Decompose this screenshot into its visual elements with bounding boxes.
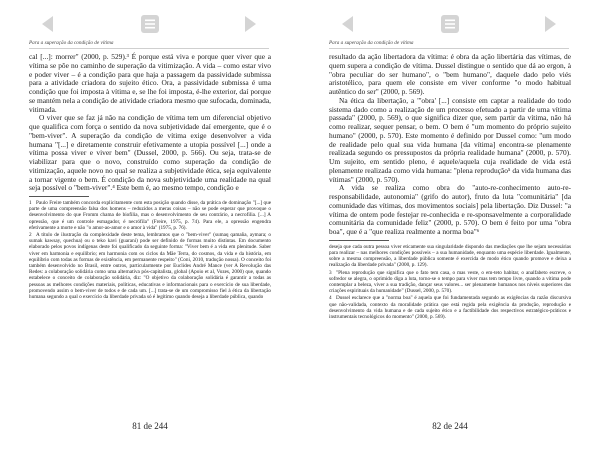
footnote xyxy=(329,295,571,320)
page-body xyxy=(29,53,271,301)
paragraph: O viver que se faz já não na condição de vítima tem um diferencial objetivo que qualifica com força o sentido da nova subjetividade daí emergente, que é o "bem-viver". A superação da condição de vítima exige desenvolver a vida humana "[...] e diretamente construir efetivamente a utopia possível [...] onde a vítima possa viver e viver bem" (Dussel, 2000, p. 566). Ou seja, trata-se de viabilizar para que o novo, construído como superação da condição de vitimização, aquele novo no qual se realiza a subjetividade ética, seja equivalente a tornar vigente o bem. É condição da nova subjetividade uma realidade na qual seja possível o "bem-viver".⁴ Este bem é, ao mesmo tempo, condição e xyxy=(29,113,271,193)
running-head: Para a superação da condição de vítima xyxy=(329,40,414,46)
page-number: 82 de 244 xyxy=(432,421,468,431)
paragraph: cal [...]: morrer" (2000, p. 529).³ É porque está viva e porque quer viver que a vítima se põe no caminho de superação da vitimização. A vida – como estar vivo e poder viver – é a condição para que haja a passagem da passividade submissa para a atividade criadora do sujeito ético. Ora, a passividade submissa é uma condição que foi imposta à vítima e, se lhe foi imposta, é-lhe exterior, daí porque se mantém nela a condição de atividade criadora mesmo que sufocada, dominada, vitimada. xyxy=(29,52,271,114)
header-rule xyxy=(29,48,269,49)
footnote-number: 3 xyxy=(329,269,332,276)
footnote xyxy=(329,270,571,295)
footnote xyxy=(29,200,271,231)
footnote xyxy=(329,244,571,269)
paragraph: A vida se realiza como obra do "auto-re-conhecimento auto-re-responsabilidade, autonomia" (grifo do autor), fruto da luta "comunitária" [da comunidade das vítimas, dos movimentos sociais] pela libertação. Diz Dussel: "a vítima de ontem pode festejar re-conhecida e re-sponsavelmente a corporalidade comunitária da comunidade feliz" (2000, p. 570). O bem é feito por uma "obra boa", que é a "que realiza realmente a norma boa"⁶ xyxy=(329,183,571,236)
right-page xyxy=(300,0,600,450)
footnote-rule xyxy=(29,196,89,197)
footnote-text: Dussel esclarece que a "norma boa" é aquela que foi fundamentada segundo as exigências da razão discursiva que não-validada, contexto da moralidade prática que está regida pela exigência da produção, reprodução e desenvolvimento da vida humana e de cada sujeito ético e a factibilidade dos respectivos estratégico-práticos e instrumentais tecnológicos do momento" (2000, p. 569). xyxy=(329,295,571,320)
footnote-text: A título de ilustração da complexidade deste tema, lembramos que o "bem-viver" (sumaq qamaña, aymara; o sumak kawsay, quechua) ou o teko kavi (guarani) pode ser definido de formas muito distintas. Em documento elaborado pelos povos indígenas deste foi qualificado da seguinte forma: "Viver bem é a vida em plenitude. Saber viver em harmonia e equilíbrio; em harmonia com os ciclos da Mãe Terra, do cosmos, da vida e da história, em equilíbrio com todas as formas de existência, em permanente respeito" (Coni, 2010, tradução nossa). O conceito foi também desenvolvido no Brasil, entre outros, particularmente por Euclides André Mance (ver A Revolução das Redes: a colaboração solidária como uma alternativa pós-capitalista, global (Apoio et al, Vozes, 2000) que, quando estabelece o conceito de colaboração solidária, diz: "O objetivo da colaboração solidária é garantir a todas as pessoas as melhores condições materiais, políticas, educativas e informacionais para o exercício de sua liberdade, promovendo assim o bem-viver de todos e de cada um. [...] trata-se de um compromisso fiel à ética da libertação humana segundo a qual o exercício da liberdade privada só é legítimo quando deseja a liberdade pública, quando xyxy=(29,232,271,301)
header-rule xyxy=(329,48,569,49)
footnote-text: Paulo Freire também concorda explicitamente com esta posição quando disse, da prática de dominação "[...] que parte de uma compreensão falsa dos homens – reduzidos a meras coisas – não se pode esperar que provoque o desenvolvimento do que Fromm chama de biofilia, mas o desenvolvimento de seu contrário, a necrofilia. [...] A opressão, que é um controle esmagador, é necrófila" (Freire, 1975, p. 74). Para ele, a opressão engendra efetivamente a morte e não "o amor-ao-amor e o amor à vida" (1975, p. 76). xyxy=(29,200,271,231)
page-body xyxy=(329,53,571,321)
footnote xyxy=(29,232,271,300)
page-number: 81 de 244 xyxy=(132,421,168,431)
paragraph: Na ética da libertação, a "'obra' [...] consiste em captar a realidade do todo sistema dado como a realização de um processo efetuado a partir de uma vítima passada" (2000, p. 569), o que significa dizer que, sem partir da vítima, não há como realizar, sequer pensar, o bem. O bem é "um momento do próprio sujeito humano" (2000, p. 570). Este momento é definido por Dussel como: "um modo de realidade pelo qual sua vida humana [da vítima] encontra-se plenamente realizada segundo os pressupostos da própria realidade humana" (2000, p. 570). Um sujeito, em sentido pleno, é aquele/aquela cuja realidade de vida está plenamente realizada como vida humana: "plena reprodução⁵ da vida humana das vítimas" (2000, p. 570). xyxy=(329,95,571,184)
footnote-number: 2 xyxy=(29,232,32,239)
footnotes xyxy=(29,200,271,300)
footnote-number: 1 xyxy=(29,200,32,206)
paragraph: resultado da ação libertadora da vítima: é obra da ação libertária das vítimas, de quem supera a condição de vítima. Dussel distingue o sentido que dá ao ergon, à "obra peculiar do ser humano", o "bem humano", daquele dado pelo viés aristotélico, para quem ele consiste em viver conforme "o modo habitual autêntico do ser" (2000, p. 569). xyxy=(329,52,571,96)
footnote-text: deseja que cada outra pessoa viver eticamente sua singularidade dispondo das mediações que lhe sejam necessárias para realizar – nas melhores condições possíveis – a sua humanidade, enquanto uma espécie liberdade. Igualmente, sobre a mesma compreensão, a liberdade pública somente é exercida de modo ético quando promove e deixa a realização da liberdade privada" (2000, p. 129). xyxy=(329,243,571,269)
running-head: Para a superação da condição de vítima xyxy=(29,40,114,46)
footnotes xyxy=(329,244,571,320)
footnote-rule xyxy=(329,240,389,241)
footnote-text: "Plena reprodução que significa que o fato tem casa, o mas veste, o em-teto habitar, o analfabeto escreve, o sofredor se alegra, o oprimido diga a luta, torno-se o tempo para viver mas tem tempo livre, quando a vítima pode contemplar a beleza, viver a sua tradição, dançar seus valores... ser plenamente humanos nos níveis superiores das criações espirituais da humanidade" (Dussel, 2000, p. 570). xyxy=(329,269,571,295)
footnote-number: 4 xyxy=(329,295,332,302)
